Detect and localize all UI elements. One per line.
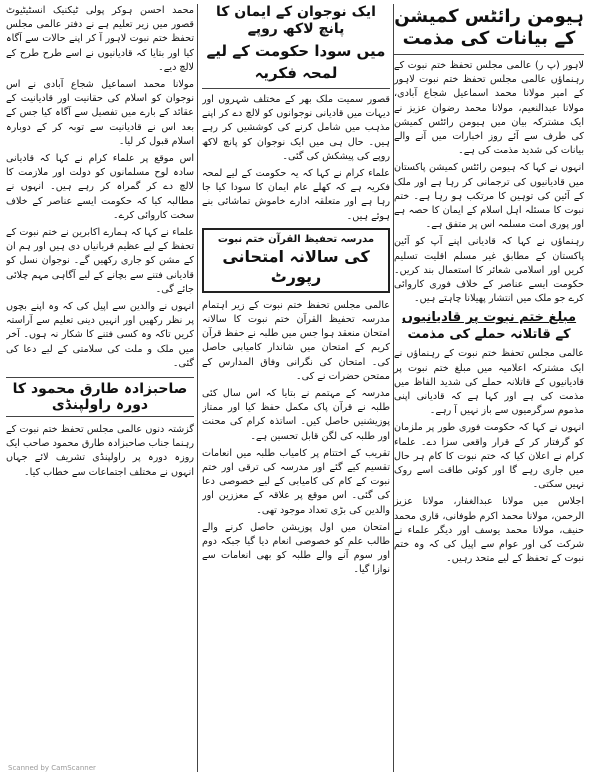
sub-headline: مبلغ ختم نبوت پر قادیانیوں (401, 310, 577, 326)
left-column (6, 4, 194, 772)
boxed-headline (202, 228, 390, 293)
article-paragraph: محمد احسن ہوکر پولی ٹیکنیک انسٹیٹیوٹ قصور میں زیر تعلیم ہے نے دفتر عالمی مجلس تحفظ ختم نبوت لاہور آ کر اپنے حالات سے آگاہ کیا اور بتایا کہ قادیانیوں نے اسے طرح طرح کے لالچ دیے۔ (6, 5, 194, 73)
article-paragraph: انہوں نے کہا کہ ہیومن رائٹس کمیشن پاکستان میں قادیانیوں کی ترجمانی کر رہا ہے اور ملک کے آئین کی توہین کا مرتکب ہو رہا ہے۔ ختم نبوت کا مسئلہ اہل اسلام کے ایمان کا حصہ ہے اور پوری امت مسلمہ اس پر متفق ہے۔ (394, 162, 584, 231)
article-headline: میں سودا حکومت کے لیے لمحہ فکریہ (202, 38, 390, 89)
article-paragraph: علماء کرام نے کہا کہ یہ حکومت کے لیے لمحہ فکریہ ہے کہ کھلے عام ایمان کا سودا کیا جا رہا ہے اور متعلقہ ادارے خاموش تماشائی بنے ہوئے ہیں۔ (202, 168, 390, 222)
article-paragraph: انہوں نے کہا کہ حکومت فوری طور پر ملزمان کو گرفتار کر کے قرار واقعی سزا دے۔ علماء کرام نے اعلان کیا کہ ختم نبوت کا کام ہر حال میں جاری رہے گا اور کوئی طاقت اسے روک نہیں سکتی۔ (394, 422, 584, 491)
sub-headline: کے قاتلانہ حملے کی مذمت (407, 327, 571, 343)
article-paragraph: گزشتہ دنوں عالمی مجلس تحفظ ختم نبوت کے رہنما جناب صاحبزادہ طارق محمود صاحب ایک روزہ دورہ پر راولپنڈی تشریف لائے جہاں انہوں نے مختلف اجتماعات سے خطاب کیا۔ (6, 424, 194, 478)
article-paragraph: مدرسہ کے مہتمم نے بتایا کہ اس سال کئی طلبہ نے قرآن پاک مکمل حفظ کیا اور ممتاز پوزیشنیں حاصل کیں۔ اساتذہ کرام کی محنت اور طلبہ کی لگن قابل تحسین ہے۔ (202, 388, 390, 442)
article-paragraph: لاہور (پ ر) عالمی مجلس تحفظ ختم نبوت کے رہنماؤں عالمی مجلس تحفظ ختم نبوت لاہور کے امیر مولانا محمد اسماعیل شجاع آبادی، مولانا عبدالنعیم، مولانا محمد رضوان عزیز نے ایک مشترکہ بیان میں ہیومن رائٹس کمیشن کی طرف سے آئے روز اخبارات میں آنے والے بیانات کی شدید مذمت کی ہے۔ (394, 60, 584, 157)
article-paragraph: عالمی مجلس تحفظ ختم نبوت کے زیر اہتمام مدرسہ تحفیظ القرآن ختم نبوت کا سالانہ امتحان منعقد ہوا جس میں طلبہ نے حفظ قرآن کریم کے امتحان میں شاندار کامیابی حاصل کی۔ امتحان کی نگرانی وفاق المدارس کے ممتحن حضرات نے کی۔ (202, 299, 390, 382)
article-paragraph: تقریب کے اختتام پر کامیاب طلبہ میں انعامات تقسیم کیے گئے اور مدرسہ کی ترقی اور ختم نبوت کے کام کی کامیابی کے لیے خصوصی دعا کی گئی۔ اس موقع پر علاقہ کے معززین اور والدین کی بڑی تعداد موجود تھی۔ (202, 447, 390, 516)
article-paragraph: انہوں نے والدین سے اپیل کی کہ وہ اپنے بچوں پر نظر رکھیں اور انہیں دینی تعلیم سے آراستہ کریں تاکہ وہ کسی فتنے کا شکار نہ ہوں۔ آخر میں ملک و ملت کی سلامتی کے لیے دعا کی گئی۔ (6, 301, 194, 369)
article-paragraph: عالمی مجلس تحفظ ختم نبوت کے رہنماؤں نے ایک مشترکہ اعلامیہ میں مبلغ ختم نبوت پر قادیانیوں کے قاتلانہ حملے کی شدید الفاظ میں مذمت کی ہے اور کہا ہے کہ قادیانی اپنی مذموم سرگرمیوں سے باز نہیں آ رہے۔ (394, 348, 584, 417)
box-subtitle: کی سالانہ امتحانی رپورٹ (222, 246, 370, 286)
right-column (394, 4, 584, 772)
article-paragraph: اس موقع پر علماء کرام نے کہا کہ قادیانی سادہ لوح مسلمانوں کو دولت اور ملازمت کا لالچ دے کر گمراہ کر رہے ہیں۔ انہوں نے مطالبہ کیا کہ حکومت ایسے عناصر کے خلاف سخت کاروائی کرے۔ (6, 153, 194, 221)
middle-column (202, 4, 390, 772)
article-paragraph: علماء نے کہا کہ ہمارے اکابرین نے ختم نبوت کے تحفظ کے لیے عظیم قربانیاں دی ہیں اور ہم ان کے مشن کو جاری رکھیں گے۔ نوجوان نسل کو قادیانی فتنے سے بچانے کے لیے آگاہی مہم چلائی جائے گی۔ (6, 227, 194, 295)
column-divider (197, 4, 198, 772)
article-paragraph: مولانا محمد اسماعیل شجاع آبادی نے اس نوجوان کو اسلام کی حقانیت اور قادیانیت کے عقائد کے بارے میں تفصیل سے آگاہ کیا جس کے بعد اس نے قادیانیت سے توبہ کر کے دوبارہ اسلام قبول کر لیا۔ (6, 79, 194, 147)
article-headline: ہیومن رائٹس کمیشن کے بیانات کی مذمت (394, 4, 584, 55)
box-title: مدرسہ تحفیظ القرآن ختم نبوت (217, 233, 375, 245)
article-paragraph: رہنماؤں نے کہا کہ قادیانی اپنے آپ کو آئین پاکستان کے مطابق غیر مسلم اقلیت تسلیم کریں اور اسلامی شعائر کا استعمال بند کریں۔ حکومت ایسے عناصر کے خلاف فوری کاروائی کرے جو ملک میں انتشار پھیلانا چاہتے ہیں۔ (394, 236, 584, 305)
scanner-watermark: Scanned by CamScanner (8, 764, 96, 772)
article-paragraph: اجلاس میں مولانا عبدالغفار، مولانا عزیز الرحمن، مولانا محمد اکرم طوفانی، قاری محمد حنیف، مولانا محمد یوسف اور دیگر علماء نے شرکت کی اور عوام سے اپیل کی کہ وہ ختم نبوت کے تحفظ کے لیے متحد رہیں۔ (394, 496, 584, 565)
article-headline: ایک نوجوان کے ایمان کا پانچ لاکھ روپے (216, 4, 376, 37)
article-paragraph: قصور سمیت ملک بھر کے مختلف شہروں اور دیہات میں قادیانی نوجوانوں کو لالچ دے کر اپنے مذہب میں شامل کرنے کی کوششیں کر رہے ہیں۔ حال ہی میں ایک نوجوان کو پانچ لاکھ روپے کی پیشکش کی گئی۔ (202, 94, 390, 162)
article-headline: صاحبزادہ طارق محمود کا دورہ راولپنڈی (6, 377, 194, 417)
article-paragraph: امتحان میں اول پوزیشن حاصل کرنے والے طالب علم کو خصوصی انعام دیا گیا جبکہ دوم اور سوم آنے والے طلبہ کو بھی انعامات سے نوازا گیا۔ (202, 521, 390, 576)
